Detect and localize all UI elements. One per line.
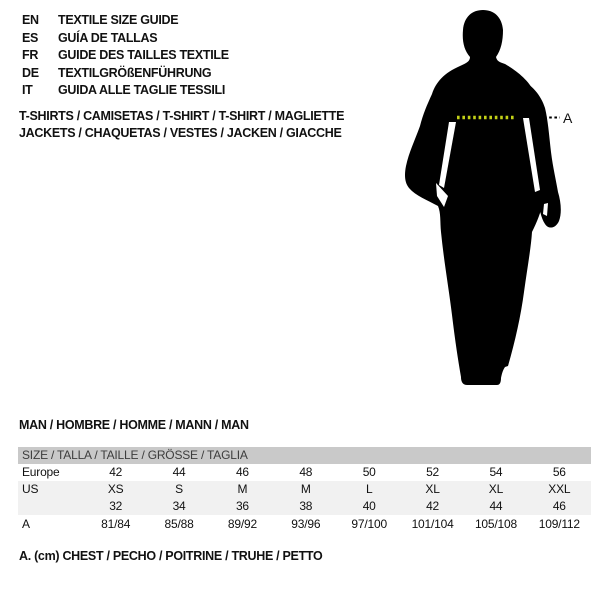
table-cell: 54 (489, 465, 503, 479)
language-code: IT (22, 83, 33, 97)
table-cell: 48 (299, 465, 313, 479)
table-cell: 42 (109, 465, 123, 479)
table-cell: 50 (362, 465, 376, 479)
man-silhouette-figure (400, 8, 578, 390)
table-cell: L (365, 482, 373, 496)
table-row-europe (18, 464, 591, 481)
language-code: DE (22, 65, 39, 80)
language-label: TEXTILE SIZE GUIDE (58, 13, 179, 27)
table-cell: XL (425, 482, 440, 496)
size-table (18, 447, 591, 534)
table-cell: S (175, 482, 183, 496)
table-row-chest-a (18, 515, 591, 534)
row-label: Europe (22, 465, 60, 479)
table-cell: 40 (362, 499, 376, 513)
table-cell: 38 (299, 499, 313, 513)
table-cell: 105/108 (474, 517, 517, 531)
measurement-footnote: A. (cm) CHEST / PECHO / POITRINE / TRUHE / PETTO (19, 549, 323, 563)
table-cell: M (300, 482, 311, 496)
category-line-jackets: JACKETS / CHAQUETAS / VESTES / JACKEN / GIACCHE (19, 126, 342, 140)
row-label: A (22, 517, 30, 531)
language-label: GUÍA DE TALLAS (58, 30, 158, 45)
table-cell: 32 (109, 499, 123, 513)
language-code: FR (22, 48, 39, 62)
category-line-tshirts: T-SHIRTS / CAMISETAS / T-SHIRT / T-SHIRT / MAGLIETTE (19, 109, 345, 123)
language-label: GUIDA ALLE TAGLIE TESSILI (58, 83, 226, 97)
language-row-it (22, 82, 229, 100)
table-cell: 93/96 (291, 517, 321, 531)
language-list (22, 12, 229, 100)
language-row-de (22, 65, 229, 83)
table-cell: 44 (172, 465, 186, 479)
table-cell: 101/104 (411, 517, 454, 531)
table-cell: 34 (172, 499, 186, 513)
language-row-es (22, 30, 229, 48)
man-body-shape (405, 10, 543, 385)
table-cell: 89/92 (227, 517, 257, 531)
row-label: US (22, 482, 39, 496)
table-cell: 52 (426, 465, 440, 479)
language-label: TEXTILGRÖßENFÜHRUNG (58, 65, 212, 80)
garment-categories (19, 108, 344, 142)
table-cell: 109/112 (538, 517, 580, 531)
row-label (18, 498, 84, 515)
table-cell: M (237, 482, 248, 496)
man-silhouette-svg (400, 8, 578, 390)
table-cell: 56 (552, 465, 566, 479)
size-table-header: SIZE / TALLA / TAILLE / GRÖSSE / TAGLIA (18, 447, 591, 464)
table-cell: 97/100 (351, 517, 387, 531)
table-cell: 81/84 (101, 517, 131, 531)
language-label: GUIDE DES TAILLES TEXTILE (58, 48, 229, 62)
table-cell: 42 (426, 499, 440, 513)
language-code: ES (22, 30, 39, 45)
table-cell: 46 (552, 499, 566, 513)
table-cell: XXL (548, 482, 571, 496)
table-row-us-letters (18, 481, 591, 498)
language-row-en (22, 12, 229, 30)
table-cell: XL (488, 482, 504, 496)
table-cell: 46 (235, 465, 249, 479)
table-cell: 44 (489, 499, 503, 513)
section-title-man: MAN / HOMBRE / HOMME / MANN / MAN (19, 418, 249, 432)
table-cell: 36 (235, 499, 249, 513)
table-row-us-numbers (18, 498, 591, 515)
language-code: EN (22, 13, 39, 27)
table-cell: XS (107, 482, 124, 496)
table-cell: 85/88 (164, 517, 194, 531)
measure-label-a: A (563, 110, 573, 126)
language-row-fr (22, 47, 229, 65)
